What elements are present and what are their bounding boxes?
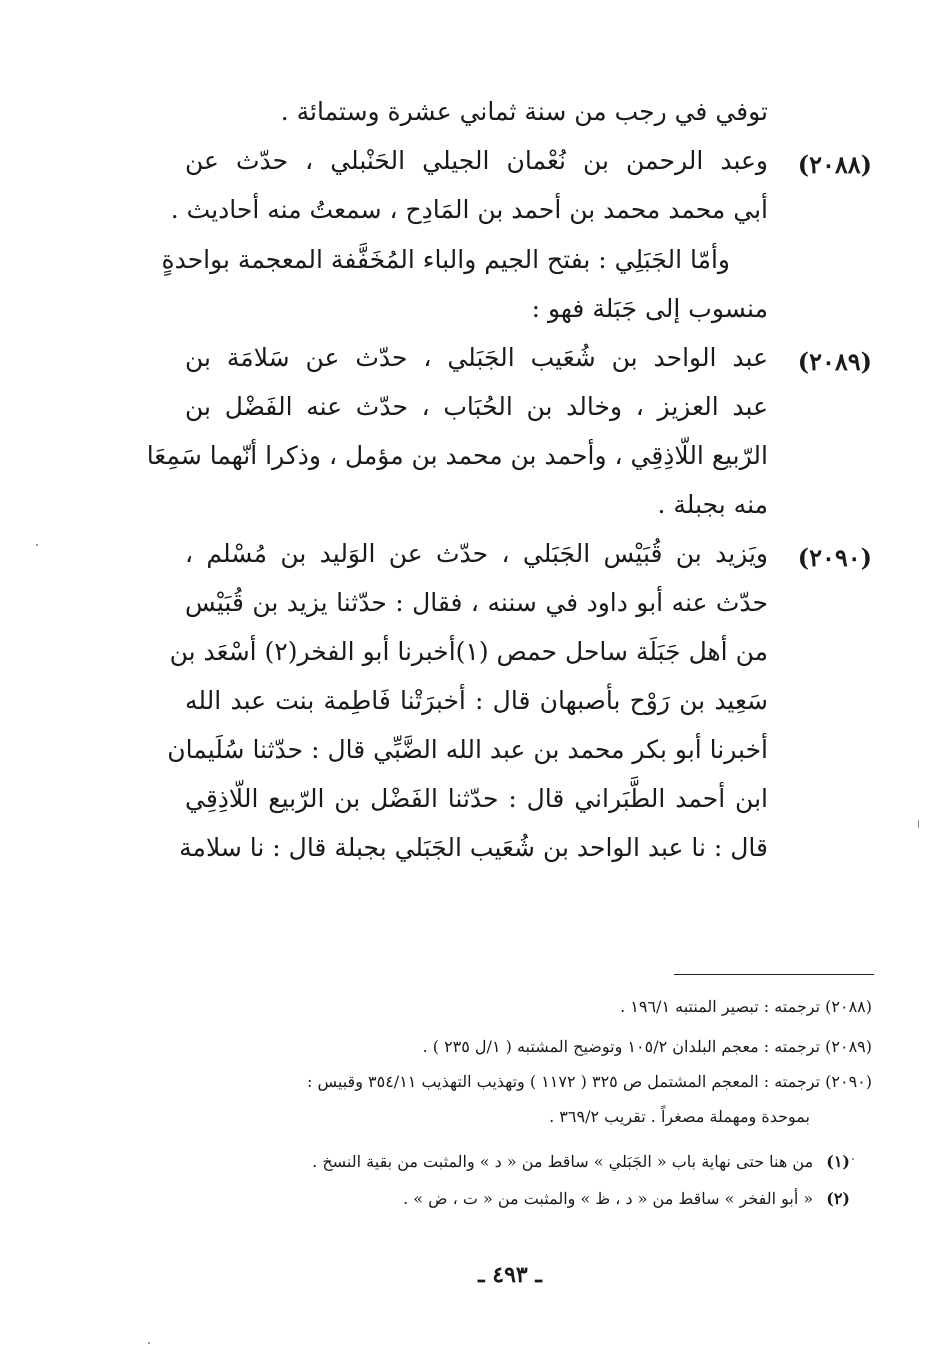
text-line-5: منسوب إلى جَبَلة فهو : <box>531 294 768 323</box>
text-line-8: الرّبيع اللّاذِقِي ، وأحمد بن محمد بن مؤمل ، وذكرا أنّهما سَمِعَا <box>146 441 768 470</box>
footnote-1-text: من هنا حتى نهاية باب « الجَبَلي » ساقط من « د » والمثبت من بقية النسخ . <box>312 1152 814 1171</box>
text-line-2: وعبد الرحمن بن نُعْمان الجيلي الحَنْبلي ، حدّث عن <box>185 146 768 175</box>
scan-speck <box>36 544 38 546</box>
footnote-2088: (٢٠٨٨) ترجمته : تبصير المنتبه ١٩٦/١ . <box>620 997 872 1016</box>
footnote-1-number: (١) <box>826 1152 850 1171</box>
text-line-11: حدّث عنه أبو داود في سننه ، فقال : حدّثنا يزيد بن قُبَيْس <box>185 588 768 617</box>
text-line-9: منه بجبلة . <box>657 490 768 519</box>
footnote-2 <box>403 1189 850 1208</box>
footnote-1 <box>312 1152 850 1171</box>
footnote-2090-continuation: بموحدة ومهملة مصغراً . تقريب ٣٦٩/٢ . <box>549 1107 810 1126</box>
text-line-3: أبي محمد محمد بن أحمد بن المَادِح ، سمعتُ منه أحاديث . <box>170 195 768 224</box>
entry-number-2089: (٢٠٨٩) <box>797 347 872 376</box>
footnote-2090: (٢٠٩٠) ترجمته : المعجم المشتمل ص ٣٢٥ ( ١١٧٢ ) وتهذيب التهذيب ٣٥٤/١١ وقبيس : <box>307 1072 872 1091</box>
text-line-14: أخبرنا أبو بكر محمد بن عبد الله الضَّبِّي قال : حدّثنا سُلَيمان <box>167 735 768 764</box>
scan-speck <box>918 820 919 828</box>
footnote-2089: (٢٠٨٩) ترجمته : معجم البلدان ١٠٥/٢ وتوضيح المشتبه ( ١/ل ٢٣٥ ) . <box>422 1037 872 1056</box>
entry-number-2088: (٢٠٨٨) <box>797 150 872 179</box>
footnote-separator <box>674 974 874 975</box>
text-line-7: عبد العزيز ، وخالد بن الحُبَاب ، حدّث عنه الفَضْل بن <box>185 392 768 421</box>
text-line-12: من أهل جَبَلَة ساحل حمص (١)أخبرنا أبو الفخر(٢) أسْعَد بن <box>169 637 768 666</box>
page-number: ـ ٤٩٣ ـ <box>478 1262 542 1288</box>
footnote-2-text: « أبو الفخر » ساقط من « د ، ظ » والمثبت من « ت ، ض » . <box>403 1189 814 1208</box>
scan-speck <box>148 1342 150 1344</box>
text-line-10: ويَزيد بن قُبَيْس الجَبَلي ، حدّث عن الوَليد بن مُسْلم ، <box>185 539 768 568</box>
text-line-15: ابن أحمد الطَّبَراني قال : حدّثنا الفَضْل بن الرّبيع اللّاذِقِي <box>185 784 768 813</box>
text-line-6: عبد الواحد بن شُعَيب الجَبَلي ، حدّث عن سَلامَة بن <box>185 343 768 372</box>
entry-number-2090: (٢٠٩٠) <box>797 543 872 572</box>
text-line-13: سَعِيد بن رَوْح بأصبهان قال : أخبرَتْنا فَاطِمة بنت عبد الله <box>185 686 768 715</box>
text-line-1: توفي في رجب من سنة ثماني عشرة وستمائة . <box>280 97 768 126</box>
footnote-2-number: (٢) <box>826 1189 850 1208</box>
scan-speck <box>852 1158 854 1160</box>
text-line-4: وأمّا الجَبَلِي : بفتح الجيم والباء المُخَفَّفة المعجمة بواحدةٍ <box>161 245 730 274</box>
text-line-16: قال : نا عبد الواحد بن شُعَيب الجَبَلي بجبلة قال : نا سلامة <box>179 833 768 862</box>
